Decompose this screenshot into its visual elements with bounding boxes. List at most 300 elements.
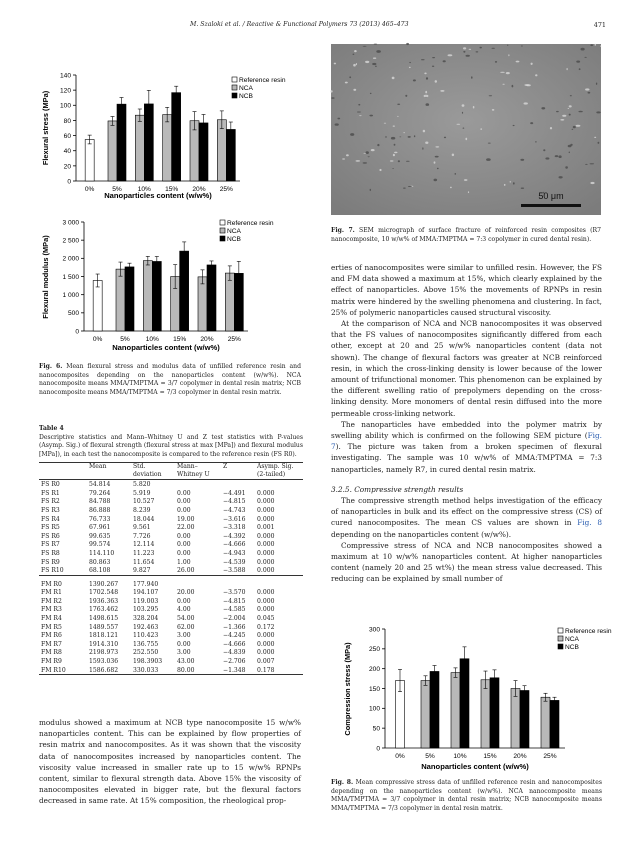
table-row bbox=[39, 657, 303, 666]
flexural-stress-chart bbox=[38, 66, 300, 201]
sem-particle bbox=[590, 163, 595, 164]
table-cell: 67.961 bbox=[89, 524, 111, 532]
table-cell: FM R0 bbox=[41, 580, 62, 588]
x-tick-label: 20% bbox=[200, 336, 214, 343]
table-cell: FM R1 bbox=[41, 589, 62, 597]
sem-particle bbox=[369, 115, 373, 117]
table-cell: 84.788 bbox=[89, 498, 111, 506]
sem-particle bbox=[520, 159, 524, 161]
sem-particle bbox=[421, 59, 425, 60]
table-cell: 0.000 bbox=[257, 558, 275, 566]
table4-fs-rows bbox=[39, 480, 303, 576]
table-cell bbox=[255, 480, 303, 489]
table-cell: 330.033 bbox=[133, 666, 159, 674]
y-tick-label: 3 000 bbox=[62, 219, 79, 227]
sem-particle bbox=[560, 119, 564, 121]
sem-particle bbox=[559, 155, 562, 158]
table-cell: −4.666 bbox=[223, 541, 246, 549]
table-cell: FS R6 bbox=[41, 532, 60, 540]
table-cell: 20.00 bbox=[177, 589, 195, 597]
table-cell: 0.000 bbox=[257, 498, 275, 506]
compression-stress-chart bbox=[340, 619, 612, 771]
sem-particle bbox=[370, 189, 371, 191]
y-tick-label: 1 000 bbox=[62, 292, 79, 300]
fig8-caption bbox=[331, 779, 602, 813]
table-cell bbox=[221, 575, 255, 588]
sem-particle bbox=[568, 108, 569, 109]
bar bbox=[163, 115, 172, 181]
sem-particle bbox=[469, 49, 472, 50]
table-cell: 0.00 bbox=[177, 506, 191, 514]
sem-particle bbox=[404, 132, 405, 133]
sem-particle bbox=[473, 106, 475, 109]
sem-particle bbox=[513, 182, 515, 184]
fig6-caption-label: Fig. 6. bbox=[39, 363, 63, 370]
table-cell: 2198.973 bbox=[89, 649, 119, 657]
sem-particle bbox=[462, 104, 465, 107]
sem-particle bbox=[585, 164, 588, 165]
y-axis-title: Flexural modulus (MPa) bbox=[41, 235, 50, 319]
table-cell: 4.00 bbox=[177, 606, 191, 614]
legend-label: NCA bbox=[565, 636, 579, 643]
sem-particle bbox=[463, 47, 466, 49]
bar bbox=[217, 120, 226, 181]
legend-label: NCB bbox=[227, 236, 241, 243]
legend-swatch bbox=[232, 85, 237, 90]
sem-particle bbox=[375, 66, 377, 67]
bar bbox=[520, 690, 529, 748]
fig7-caption-label: Fig. 7. bbox=[331, 227, 355, 234]
table-cell: 198.3903 bbox=[133, 658, 163, 666]
bar bbox=[490, 678, 499, 748]
sem-particle bbox=[406, 161, 410, 162]
table-row bbox=[39, 489, 303, 498]
table-cell: −4.815 bbox=[223, 498, 246, 506]
sem-particle bbox=[492, 109, 495, 111]
sem-particle bbox=[543, 149, 545, 151]
table-cell: 0.000 bbox=[257, 549, 275, 557]
table-cell: 1818.121 bbox=[89, 632, 119, 640]
table-cell: 80.863 bbox=[89, 558, 111, 566]
sem-particle bbox=[588, 92, 591, 94]
table-cell: −4.943 bbox=[223, 549, 246, 557]
sem-particle bbox=[512, 85, 514, 88]
table-row bbox=[39, 532, 303, 541]
sem-particle bbox=[590, 44, 593, 46]
table-cell: 0.001 bbox=[257, 524, 275, 532]
bar bbox=[226, 129, 235, 181]
sem-particle bbox=[465, 138, 467, 141]
table-cell: FS R2 bbox=[41, 498, 60, 506]
fig8-caption-label: Fig. 8. bbox=[331, 779, 354, 786]
x-tick-label: 25% bbox=[219, 186, 233, 193]
sem-scale-bar bbox=[521, 204, 581, 207]
sem-background bbox=[331, 44, 601, 215]
sem-particle bbox=[425, 91, 427, 94]
legend-swatch bbox=[232, 77, 237, 82]
table-row bbox=[39, 566, 303, 575]
sem-particle bbox=[408, 186, 412, 187]
p4-text-a: The compressive strength method helps investigation of the efficacy of nanoparticles in bulk and its effect on the compressive stress (CS) of cured nanocomposites. The mean CS values are shown in bbox=[331, 496, 602, 528]
sem-particle bbox=[595, 44, 597, 46]
table-cell bbox=[175, 575, 221, 588]
table-cell: 252.550 bbox=[133, 649, 159, 657]
table-cell: −4.245 bbox=[223, 632, 246, 640]
sem-particle bbox=[568, 145, 572, 148]
table-cell: 0.00 bbox=[177, 549, 191, 557]
sem-particle bbox=[452, 154, 454, 157]
table-cell: 0.00 bbox=[177, 498, 191, 506]
y-tick-label: 2 500 bbox=[62, 237, 79, 245]
sem-particle bbox=[596, 83, 597, 85]
sem-particle bbox=[500, 72, 505, 73]
sem-particle bbox=[376, 50, 381, 53]
sem-particle bbox=[392, 168, 394, 169]
sem-particle bbox=[403, 188, 406, 189]
sem-particle bbox=[356, 63, 357, 65]
table-cell: 114.110 bbox=[89, 549, 115, 557]
sem-particle bbox=[565, 166, 568, 168]
table-cell: 11.223 bbox=[133, 549, 155, 557]
x-tick-label: 10% bbox=[453, 753, 467, 760]
sem-particle bbox=[435, 80, 437, 83]
sem-particle bbox=[581, 48, 585, 51]
table-cell: FS R10 bbox=[41, 567, 64, 575]
sem-scale-label: 50 μm bbox=[538, 191, 564, 201]
sem-particle bbox=[466, 55, 470, 57]
sem-particle bbox=[373, 58, 376, 59]
table-row bbox=[39, 575, 303, 588]
sem-particle bbox=[521, 46, 523, 47]
table-row bbox=[39, 558, 303, 567]
table-cell bbox=[221, 480, 255, 489]
sem-particle bbox=[393, 126, 395, 127]
y-tick-label: 100 bbox=[368, 705, 380, 713]
bar bbox=[225, 273, 234, 331]
flexural-modulus-chart bbox=[38, 213, 300, 353]
bar bbox=[541, 697, 550, 748]
table-cell: 9.827 bbox=[133, 567, 151, 575]
sem-particle bbox=[464, 179, 468, 181]
y-tick-label: 40 bbox=[63, 148, 71, 156]
table-cell: FS R9 bbox=[41, 558, 60, 566]
legend-swatch bbox=[558, 628, 563, 633]
sem-particle bbox=[422, 147, 423, 150]
sem-particle bbox=[423, 130, 425, 133]
x-axis-title: Nanoparticles content (w/w%) bbox=[104, 191, 212, 200]
table-cell: 0.000 bbox=[257, 489, 275, 497]
sem-particle bbox=[390, 160, 394, 161]
table-row bbox=[39, 640, 303, 649]
table-row bbox=[39, 631, 303, 640]
table-cell: −3.588 bbox=[223, 567, 246, 575]
y-axis-title: Flexural stress (MPa) bbox=[41, 90, 50, 166]
table-cell: −1.348 bbox=[223, 666, 246, 674]
table-cell: 0.178 bbox=[257, 666, 275, 674]
sem-particle bbox=[426, 103, 430, 106]
sem-particle bbox=[507, 45, 508, 46]
sem-particle bbox=[521, 188, 524, 189]
bar bbox=[152, 261, 161, 331]
table-cell: 79.264 bbox=[89, 489, 111, 497]
sem-particle bbox=[408, 136, 411, 138]
table-cell: −4.815 bbox=[223, 597, 246, 605]
right-paragraph-2: At the comparison of NCA and NCB nanocomposites it was observed that the FS values of nanocomposites significantly differed from each other, except at 20 and 25 w/w% nanoparticles content (data not shown). The change of flexural factors was greater at NCB reinforced resin, in which the cross-linking density is lower because of the lower amount of trifunctional monomer. This phenomenon can be explained by the different swelling ratio of prepolymers depending on the cross-linking density. More monomers of dental resin diffused into the more permeable cross-linking network. bbox=[331, 319, 602, 418]
table-cell: −3.616 bbox=[223, 515, 246, 523]
sem-particle bbox=[531, 63, 533, 65]
bar bbox=[207, 265, 216, 331]
table-cell: −4.392 bbox=[223, 532, 246, 540]
table-cell: FM R9 bbox=[41, 658, 62, 666]
legend-label: Reference resin bbox=[227, 220, 274, 227]
table-cell: FM R3 bbox=[41, 606, 62, 614]
sem-particle bbox=[508, 54, 509, 56]
y-tick-label: 0 bbox=[67, 178, 71, 186]
bar bbox=[135, 115, 144, 181]
table-cell bbox=[255, 575, 303, 588]
sem-particle bbox=[590, 182, 594, 184]
fig8-link[interactable]: Fig. 8 bbox=[577, 518, 602, 528]
sem-particle bbox=[510, 181, 512, 182]
table-row bbox=[39, 549, 303, 558]
sem-particle bbox=[516, 61, 520, 63]
sem-particle bbox=[409, 62, 411, 63]
sem-particle bbox=[463, 51, 465, 53]
sem-particle bbox=[569, 105, 572, 107]
table-cell: 0.000 bbox=[257, 506, 275, 514]
table-cell: 0.000 bbox=[257, 532, 275, 540]
table-cell: 7.726 bbox=[133, 532, 151, 540]
fig7-link[interactable]: Fig. 7 bbox=[331, 431, 602, 452]
sem-particle bbox=[480, 47, 482, 49]
table-cell: −4.585 bbox=[223, 606, 246, 614]
table-row bbox=[39, 666, 303, 675]
x-tick-label: 25% bbox=[227, 336, 241, 343]
sem-particle bbox=[394, 144, 396, 146]
y-tick-label: 2 000 bbox=[62, 255, 79, 263]
table4-header-cell: Std. deviation bbox=[133, 463, 162, 479]
table-cell: 0.000 bbox=[257, 597, 275, 605]
table-cell: 103.295 bbox=[133, 606, 159, 614]
bar bbox=[511, 689, 520, 749]
x-tick-label: 10% bbox=[137, 186, 151, 193]
sem-particle bbox=[335, 123, 339, 125]
fig8-caption-text: Mean compressive stress data of unfilled reference resin and nanocomposites depending on the nanoparticles content (w/w%). NCA nanocomposite means MMA/TMPTMA = 3/7 copolymer in dental resin matrix; NCB nanocomposite means MMA/TMPTMA = 7/3 copolymer in dental resin matrix. bbox=[331, 779, 602, 812]
p4-text-b: depending on the nanoparticles content (w/w%). bbox=[331, 529, 512, 539]
y-tick-label: 300 bbox=[368, 626, 380, 634]
sem-particle bbox=[391, 137, 395, 140]
x-tick-label: 5% bbox=[120, 336, 130, 343]
table-cell: 0.00 bbox=[177, 541, 191, 549]
sem-particle bbox=[426, 77, 428, 79]
left-body-text bbox=[39, 717, 301, 807]
bar bbox=[460, 659, 469, 748]
right-paragraph-3 bbox=[331, 419, 602, 475]
y-tick-label: 60 bbox=[63, 132, 71, 140]
table-row bbox=[39, 649, 303, 658]
sem-particle bbox=[372, 63, 376, 65]
sem-particle bbox=[570, 95, 572, 96]
x-tick-label: 15% bbox=[173, 336, 187, 343]
table-cell: 8.239 bbox=[133, 506, 151, 514]
table-cell: 1586.682 bbox=[89, 666, 119, 674]
table-cell: −4.666 bbox=[223, 640, 246, 648]
table-cell: FM R10 bbox=[41, 666, 66, 674]
table-cell: 22.00 bbox=[177, 524, 195, 532]
table-cell: FS R7 bbox=[41, 541, 60, 549]
bar bbox=[421, 681, 430, 748]
sem-particle bbox=[596, 111, 600, 113]
table-cell: 26.00 bbox=[177, 567, 195, 575]
sem-particle bbox=[399, 137, 401, 138]
table-row bbox=[39, 589, 303, 598]
sem-particle bbox=[555, 155, 559, 157]
legend-swatch bbox=[558, 644, 563, 649]
sem-particle bbox=[342, 158, 345, 159]
y-tick-label: 140 bbox=[59, 72, 71, 80]
sem-particle bbox=[585, 88, 589, 90]
y-tick-label: 500 bbox=[67, 310, 79, 318]
legend-label: NCB bbox=[239, 93, 253, 100]
sem-particle bbox=[576, 61, 580, 63]
sem-particle bbox=[440, 90, 444, 92]
bar bbox=[117, 104, 126, 181]
sem-particle bbox=[377, 144, 379, 146]
bar bbox=[430, 671, 439, 748]
table-cell: 99.635 bbox=[89, 532, 111, 540]
sem-particle bbox=[468, 191, 469, 193]
table4-header-cell: Mann–Whitney U bbox=[177, 463, 210, 479]
sem-particle bbox=[366, 151, 369, 154]
y-tick-label: 1 500 bbox=[62, 273, 79, 281]
fig6-caption-text: Mean flexural stress and modulus data of unfilled reference resin and nanocomposites depending on the nanoparticles content (w/w%). NCA nanocomposite means MMA/TMPTMA = 3/7 copolymer in dental resin matrix; NCB nanocomposite means MMA/TMPTMA = 7/3 copolymer in dental resin matrix. bbox=[39, 363, 301, 396]
sem-particle bbox=[354, 50, 357, 52]
sem-particle bbox=[480, 128, 482, 130]
sem-particle bbox=[434, 161, 436, 163]
table-cell: −4.839 bbox=[223, 649, 246, 657]
table-cell: FM R6 bbox=[41, 632, 62, 640]
sem-particle bbox=[448, 54, 453, 56]
y-tick-label: 200 bbox=[368, 666, 380, 674]
right-paragraph-1: erties of nanocomposites were similar to unfilled resin. However, the FS and FM data showed a maximum at 15%, which clearly explained by the effect of nanoparticles. Above 15% the movements of RPNPs in resin matrix were hindered by the swelling phenomena and clustering. In fact, 25% of polymeric nanoparticles caused structural viscosity. bbox=[331, 263, 602, 317]
bar bbox=[180, 251, 189, 331]
table-cell: 1763.462 bbox=[89, 606, 119, 614]
sem-particle bbox=[370, 93, 372, 94]
table-cell: 192.463 bbox=[133, 623, 159, 631]
sem-particle bbox=[530, 122, 533, 124]
table-cell: 0.00 bbox=[177, 597, 191, 605]
table-cell: 0.000 bbox=[257, 649, 275, 657]
table-cell: FM R5 bbox=[41, 623, 62, 631]
sem-particle bbox=[397, 104, 400, 105]
right-body-text bbox=[331, 262, 602, 585]
bar bbox=[198, 277, 207, 331]
sem-particle bbox=[455, 173, 457, 175]
y-axis-title: Compression stress (MPa) bbox=[343, 642, 352, 736]
sem-particle bbox=[550, 127, 552, 129]
sem-particle bbox=[559, 176, 563, 178]
table-cell: 80.00 bbox=[177, 666, 195, 674]
sem-particle bbox=[405, 95, 407, 97]
table-cell: 5.820 bbox=[133, 481, 151, 489]
sem-particle bbox=[541, 107, 545, 109]
table-cell: FM R4 bbox=[41, 615, 62, 623]
table-cell: 3.00 bbox=[177, 649, 191, 657]
bar bbox=[125, 267, 134, 331]
table-row bbox=[39, 614, 303, 623]
right-paragraph-4 bbox=[331, 495, 602, 540]
legend-swatch bbox=[558, 636, 563, 641]
table-cell: 3.00 bbox=[177, 632, 191, 640]
x-tick-label: 20% bbox=[513, 753, 527, 760]
table-row bbox=[39, 597, 303, 606]
table-cell: −4.539 bbox=[223, 558, 246, 566]
right-paragraph-5: Compressive stress of NCA and NCB nanocomposites showed a maximum at 10 w/w% nanoparticles content. At higher nanoparticles content (namely 20 and 25 wt%) the mean stress value decreased. This reducing can be explained by small number of bbox=[331, 540, 602, 584]
x-tick-label: 5% bbox=[425, 753, 435, 760]
table-cell: FM R2 bbox=[41, 597, 62, 605]
table4-header-cell bbox=[39, 463, 87, 480]
table-cell: 1498.615 bbox=[89, 615, 119, 623]
table-cell: FS R3 bbox=[41, 506, 60, 514]
table-cell: 0.007 bbox=[257, 658, 275, 666]
sem-particle bbox=[379, 169, 381, 171]
table-cell: 0.045 bbox=[257, 615, 275, 623]
table-cell: 177.940 bbox=[133, 580, 159, 588]
sem-particle bbox=[435, 156, 439, 158]
table-cell: 110.423 bbox=[133, 632, 159, 640]
legend-label: NCA bbox=[239, 85, 253, 92]
sem-particle bbox=[392, 77, 395, 80]
sem-particle bbox=[579, 68, 581, 70]
sem-particle bbox=[409, 67, 411, 68]
sem-particle bbox=[598, 142, 600, 144]
y-tick-label: 20 bbox=[63, 163, 71, 171]
table-cell: −2.706 bbox=[223, 658, 246, 666]
x-axis-title: Nanoparticles content (w/w%) bbox=[421, 762, 529, 771]
x-tick-label: 15% bbox=[165, 186, 179, 193]
sem-particle bbox=[414, 135, 415, 137]
table-cell: FS R0 bbox=[41, 481, 60, 489]
y-tick-label: 120 bbox=[59, 87, 71, 95]
legend-swatch bbox=[220, 236, 225, 241]
table-cell: 62.00 bbox=[177, 623, 195, 631]
sem-particle bbox=[353, 89, 356, 91]
sem-particle bbox=[368, 156, 370, 157]
y-tick-label: 100 bbox=[59, 102, 71, 110]
sem-particle bbox=[406, 43, 409, 45]
sem-particle bbox=[573, 126, 576, 128]
fig6-caption bbox=[39, 363, 301, 397]
p3-text-a: The nanoparticles have embedded into the polymer matrix by swelling ability which is confirmed on the following SEM picture ( bbox=[331, 419, 602, 441]
sem-particle bbox=[488, 143, 491, 144]
sem-particle bbox=[489, 95, 492, 96]
table-cell: 43.00 bbox=[177, 658, 195, 666]
table-cell: −3.318 bbox=[223, 524, 246, 532]
sem-particle bbox=[434, 179, 438, 182]
legend-label: NCB bbox=[565, 644, 579, 651]
sem-particle bbox=[424, 95, 429, 97]
table-cell: 0.000 bbox=[257, 589, 275, 597]
sem-particle bbox=[357, 112, 361, 113]
table-cell: 10.527 bbox=[133, 498, 155, 506]
sem-particle bbox=[363, 46, 367, 47]
legend-swatch bbox=[220, 220, 225, 225]
sem-particle bbox=[513, 125, 515, 126]
table-cell: FS R4 bbox=[41, 515, 60, 523]
sem-particle bbox=[524, 102, 528, 104]
table-cell: 19.00 bbox=[177, 515, 195, 523]
table-cell: 0.00 bbox=[177, 532, 191, 540]
